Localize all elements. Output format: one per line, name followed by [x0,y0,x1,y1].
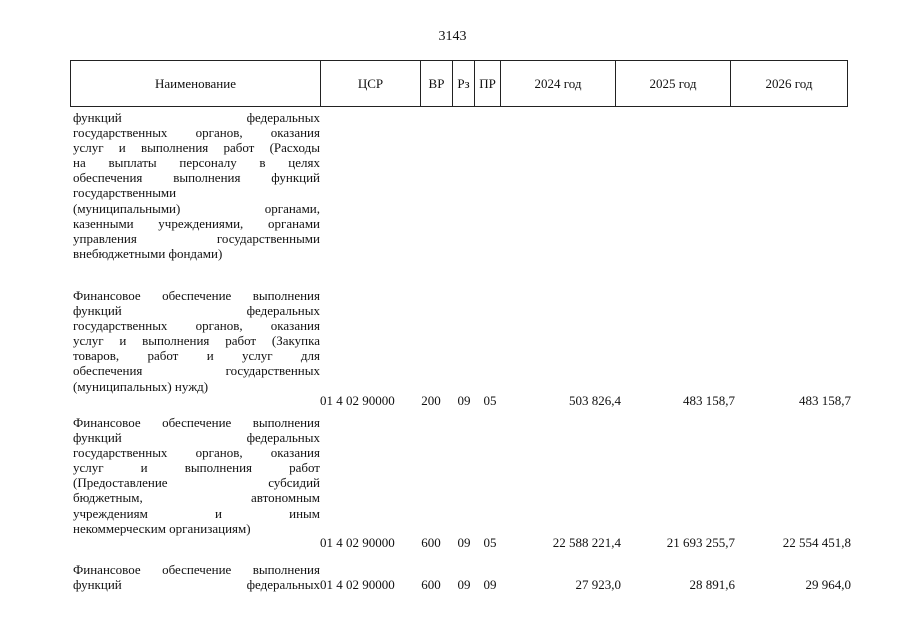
row-2025: 483 158,7 [683,393,735,408]
header-csr: ЦСР [321,61,421,107]
row-vr: 200 [421,393,441,408]
name-line: услуг и выполнения работ (Расходы [73,140,320,156]
row-2024: 22 588 221,4 [552,535,621,550]
row-pr: 09 [483,577,497,592]
name-line: управления государственными [73,230,320,246]
name-line: обеспечения выполнения функций [73,170,320,186]
row-2025: 21 693 255,7 [666,535,735,550]
row-csr: 01 4 02 90000 [320,393,395,408]
row-vr: 600 [421,535,441,550]
row-pr: 05 [483,535,497,550]
name-line: функций федеральных [73,430,320,446]
name-line: функций федеральных [73,110,320,125]
name-line: обеспечения государственных [73,363,320,379]
name-line: услуг и выполнения работ [73,460,320,476]
header-vr: ВР [421,61,453,107]
row-rz: 09 [457,535,471,550]
row-vr: 600 [421,577,441,592]
name-line: функций федеральных [73,577,320,593]
row-name [73,288,320,394]
row-csr: 01 4 02 90000 [320,577,395,592]
name-line: (Предоставление субсидий [73,475,320,491]
name-line: услуг и выполнения работ (Закупка [73,333,320,349]
name-line: Финансовое обеспечение выполнения [73,288,320,303]
header-rz: Рз [453,61,475,107]
header-2024: 2024 год [501,61,616,107]
page-number: 3143 [438,29,467,44]
row-name [73,415,320,536]
header-2025: 2025 год [616,61,731,107]
row-2026: 22 554 451,8 [782,535,851,550]
row-name [73,110,320,261]
row-pr: 05 [483,393,497,408]
row-rz: 09 [457,577,471,592]
name-line: (муниципальных) нужд) [73,378,209,394]
name-line: государственными [73,185,177,201]
header-name: Наименование [71,61,321,107]
name-line: государственных органов, оказания [73,445,320,461]
name-line: казенными учреждениями, органами [73,215,320,231]
header-2026: 2026 год [731,61,848,107]
name-line: учреждениям и иным [73,505,320,521]
name-line: на выплаты персоналу в целях [73,155,320,171]
name-line: функций федеральных [73,303,320,319]
row-2026: 29 964,0 [805,577,851,592]
name-line: бюджетным, автономным [73,490,320,506]
row-name [73,562,320,592]
name-line: Финансовое обеспечение выполнения [73,562,320,577]
name-line: Финансовое обеспечение выполнения [73,415,320,430]
name-line: (муниципальными) органами, [73,200,320,216]
row-2025: 28 891,6 [689,577,735,592]
name-line: государственных органов, оказания [73,318,320,334]
name-line: внебюджетными фондами) [73,245,223,261]
name-line: некоммерческим организациям) [73,520,251,536]
name-line: товаров, работ и услуг для [73,348,320,364]
name-line: государственных органов, оказания [73,125,320,141]
row-2024: 27 923,0 [575,577,621,592]
row-rz: 09 [457,393,471,408]
header-pr: ПР [475,61,501,107]
row-2026: 483 158,7 [799,393,851,408]
row-2024: 503 826,4 [569,393,621,408]
row-csr: 01 4 02 90000 [320,535,395,550]
